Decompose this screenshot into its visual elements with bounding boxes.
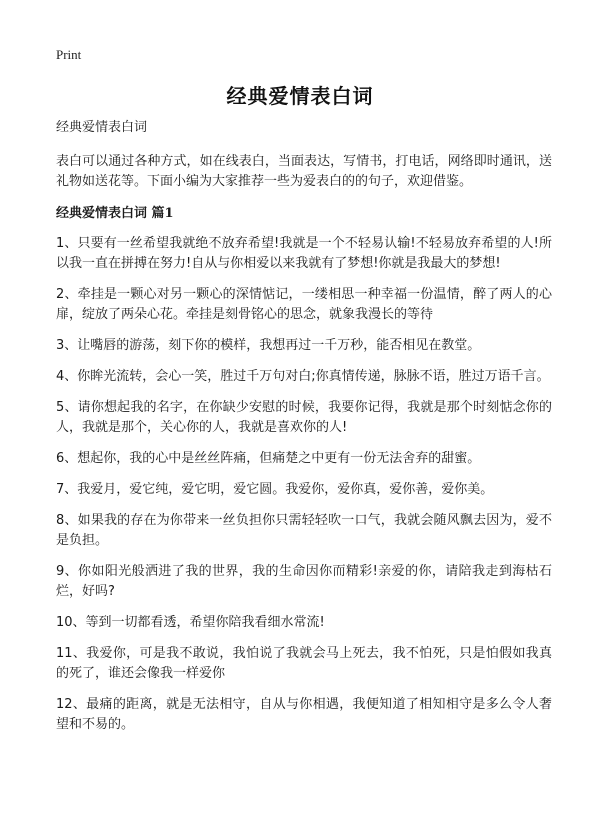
- paragraph-3: 3、让嘴唇的游荡，刻下你的模样，我想再过一千万秒，能否相见在教堂。: [56, 338, 481, 353]
- paragraph-9: 9、你如阳光般洒进了我的世界，我的生命因你而精彩!亲爱的你，请陪我走到海枯石烂，好吗?: [56, 564, 552, 599]
- paragraph-5: 5、请你想起我的名字，在你缺少安慰的时候，我要你记得，我就是那个时刻惦念你的人，我就是那个，关心你的人，我就是喜欢你的人!: [56, 400, 552, 435]
- paragraph-7: 7、我爱月，爱它纯，爱它明，爱它圆。我爱你，爱你真，爱你善，爱你美。: [56, 482, 494, 497]
- article-body: [56, 118, 552, 746]
- document-title: 经典爱情表白词: [226, 84, 374, 108]
- paragraph-12: 12、最痛的距离，就是无法相守，自从与你相遇，我便知道了相知相守是多么令人奢望和不易的。: [56, 697, 552, 732]
- paragraph-10: 10、等到一切都看透，希望你陪我看细水常流!: [56, 615, 325, 630]
- article-intro: 表白可以通过各种方式，如在线表白，当面表达，写情书，打电话，网络即时通讯，送礼物如送花等。下面小编为大家推荐一些为爱表白的的句子，欢迎借鉴。: [56, 154, 552, 189]
- paragraph-11: 11、我爱你，可是我不敢说，我怕说了我就会马上死去，我不怕死，只是怕假如我真的死了，谁还会像我一样爱你: [56, 646, 552, 681]
- section-heading: 经典爱情表白词 篇1: [56, 206, 174, 221]
- paragraph-4: 4、你眸光流转，会心一笑，胜过千万句对白;你真情传递，脉脉不语，胜过万语千言。: [56, 369, 550, 384]
- paragraph-2: 2、牵挂是一颗心对另一颗心的深情惦记，一缕相思一种幸福一份温情，醉了两人的心扉，绽放了两朵心花。牵挂是刻骨铭心的思念，就象我漫长的等待: [56, 287, 552, 322]
- print-label: Print: [56, 47, 82, 62]
- paragraph-6: 6、想起你，我的心中是丝丝阵痛，但痛楚之中更有一份无法舍弃的甜蜜。: [56, 451, 481, 466]
- paragraph-1: 1、只要有一丝希望我就绝不放弃希望!我就是一个不轻易认输!不轻易放弃希望的人!所以我一直在拼搏在努力!自从与你相爱以来我就有了梦想!你就是我最大的梦想!: [56, 236, 552, 271]
- article-subtitle: 经典爱情表白词: [56, 120, 148, 135]
- paragraph-8: 8、如果我的存在为你带来一丝负担你只需轻轻吹一口气，我就会随风飘去因为，爱不是负担。: [56, 513, 552, 548]
